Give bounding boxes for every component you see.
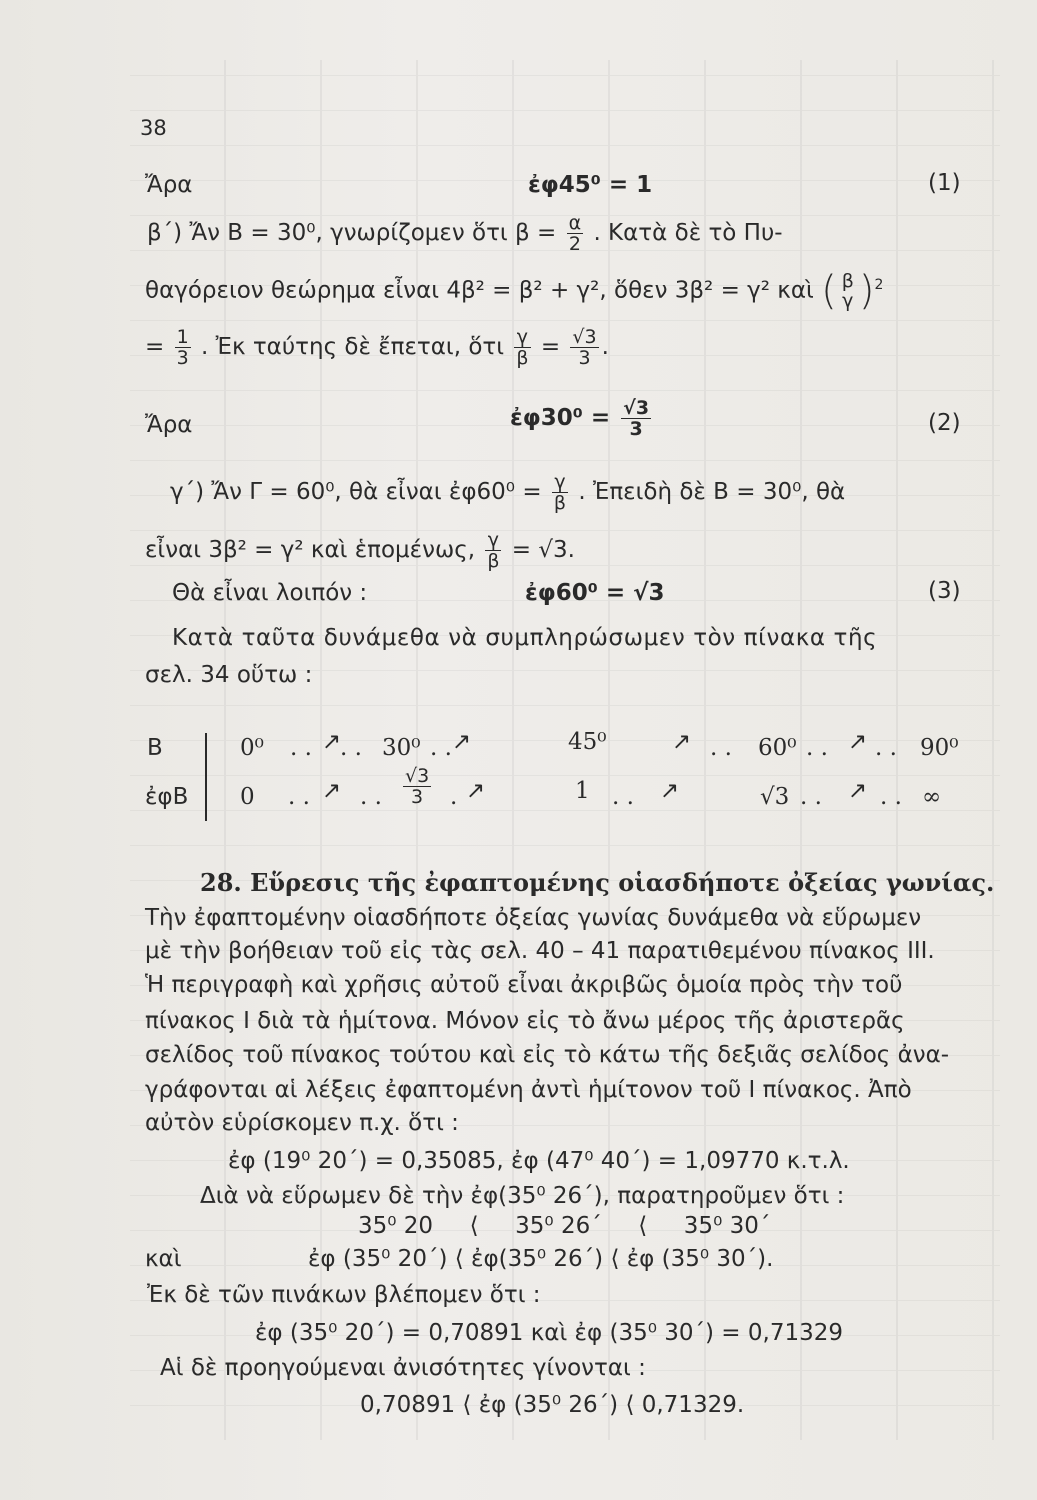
table-row2-dots4b: . . — [880, 784, 902, 810]
beta-line-2 — [145, 268, 884, 315]
body-line: Τὴν ἐφαπτομένην οἱασδήποτε ὀξείας γωνίας δυνάμεθα νὰ εὕρωμεν — [145, 905, 922, 931]
arrow-icon: ↗ — [848, 729, 868, 755]
table-row1-val0: 0⁰ — [240, 735, 264, 761]
eq1-lhs — [528, 170, 652, 200]
example-line-8: 0,70891 ⟨ ἐφ (35⁰ 26΄) ⟨ 0,71329. — [360, 1392, 745, 1418]
body-line: γράφονται αἱ λέξεις ἐφαπτομένη ἀντὶ ἡμίτονον τοῦ I πίνακος. Ἀπὸ — [145, 1077, 912, 1103]
table-row2-dots3: . . — [612, 784, 634, 810]
left-paren: ( — [821, 268, 837, 315]
example-line-4: ἐφ (35⁰ 20΄) ⟨ ἐφ(35⁰ 26΄) ⟨ ἐφ (35⁰ 30΄). — [308, 1246, 774, 1272]
one-third-numerator: 1 — [176, 326, 189, 348]
paren-exponent: 2 — [874, 277, 884, 293]
arrow-icon: ↗ — [848, 778, 868, 804]
gamma-text-c: εἶναι 3β² = γ² καὶ ἑπομένως, — [145, 537, 476, 563]
eq2-expr — [510, 398, 654, 439]
table-row2-val4: ∞ — [922, 784, 942, 810]
page-number: 38 — [140, 116, 167, 140]
eq3-prefix: Θὰ εἶναι λοιπόν : — [172, 580, 368, 606]
gamma-line-2 — [145, 530, 575, 571]
right-paren: ) — [858, 268, 875, 315]
example-line-3: 35⁰ 20 ⟨ 35⁰ 26΄ ⟨ 35⁰ 30΄ — [358, 1213, 771, 1239]
beta-d-eq: = — [145, 334, 165, 360]
gamma-text-b: . Ἐπειδὴ δὲ Β = 30⁰, θὰ — [578, 479, 846, 505]
table-row2-val2: 1 — [575, 778, 590, 804]
table-intro-line-1: Κατὰ ταῦτα δυνάμεθα νὰ συμπληρώσωμεν τὸν πίνακα τῆς — [172, 625, 878, 651]
r3-denominator: 3 — [578, 347, 591, 369]
beta-text-a: β΄) Ἄν Β = 30⁰, γνωρίζομεν ὅτι β = — [147, 220, 557, 246]
section-title: Εὕρεσις τῆς ἐφαπτομένης οἱασδήποτε ὀξείας γωνίας. — [250, 868, 995, 897]
table-divider — [205, 733, 207, 821]
arrow-icon: ↗ — [660, 778, 680, 804]
gamma-fraction — [552, 472, 568, 513]
table-row2-dots2: . — [450, 784, 458, 810]
table-intro-line-2: σελ. 34 οὕτω : — [145, 662, 313, 688]
gob-denominator: β — [516, 347, 529, 369]
beta-text-c: θαγόρειον θεώρημα εἶναι 4β² = β² + γ², ὅθεν 3β² = γ² καὶ — [145, 277, 814, 304]
gob-numerator: γ — [514, 327, 530, 348]
table-row1-val2: 45⁰ — [568, 729, 607, 755]
beta-line-3 — [145, 327, 609, 368]
eq2-denominator: 3 — [629, 418, 643, 440]
gamma-c-end: = √3. — [511, 537, 575, 563]
gamma-c-denominator: β — [487, 550, 500, 572]
example-kai: καὶ — [145, 1246, 182, 1272]
root3-over-3-fraction — [570, 327, 598, 368]
eq2-numerator: √3 — [623, 397, 650, 419]
beta-d-end: . — [601, 334, 609, 360]
eq1-lhs-text: ἐφ45⁰ — [528, 172, 601, 198]
beta-d-eq2: = — [540, 334, 561, 360]
arrow-icon: ↗ — [452, 729, 472, 755]
table-row1-val4: 90⁰ — [920, 735, 959, 761]
beta-fraction — [567, 213, 584, 254]
body-line: πίνακος I διὰ τὰ ἡμίτονα. Μόνον εἰς τὸ ἄνω μέρος τῆς ἀριστερᾶς — [145, 1008, 905, 1034]
body-line: αὐτὸν εὑρίσκομεν π.χ. ὅτι : — [145, 1110, 459, 1136]
eq2-prefix: Ἄρα — [145, 412, 193, 438]
beta-text-b: . Κατὰ δὲ τὸ Πυ- — [593, 220, 783, 246]
beta-line-1 — [147, 213, 783, 254]
table-row2-dots4: . . — [800, 784, 822, 810]
table-row1-dots1b: . . — [340, 735, 362, 761]
paren-numerator: β — [841, 270, 854, 293]
eq2-fraction — [621, 398, 651, 439]
table-row2-val0: 0 — [240, 784, 255, 810]
beta-d-text: . Ἐκ ταύτης δὲ ἔπεται, ὅτι — [201, 334, 505, 360]
section-heading — [200, 868, 994, 898]
example-line-1: ἐφ (19⁰ 20΄) = 0,35085, ἐφ (47⁰ 40΄) = 1,09770 κ.τ.λ. — [228, 1148, 850, 1174]
beta-fraction-denominator: 2 — [568, 233, 581, 255]
eq1-number: (1) — [928, 170, 961, 196]
beta-fraction-numerator: α — [568, 212, 582, 234]
beta-paren-fraction — [840, 271, 856, 311]
table-row1-dots4: . . — [806, 735, 828, 761]
section-number: 28. — [200, 868, 242, 897]
body-line: σελίδος τοῦ πίνακος τούτου καὶ εἰς τὸ κάτω τῆς δεξιᾶς σελίδος ἀνα- — [145, 1042, 950, 1068]
arrow-icon: ↗ — [322, 778, 342, 804]
table-row1-dots1: . . — [290, 735, 312, 761]
table-row2-val1 — [400, 766, 434, 807]
table-row2-dots1b: . . — [360, 784, 382, 810]
table-row1-dots2: . . — [430, 735, 452, 761]
example-line-5: Ἐκ δὲ τῶν πινάκων βλέπομεν ὅτι : — [147, 1282, 541, 1308]
body-line: μὲ τὴν βοήθειαν τοῦ εἰς τὰς σελ. 40 – 41 παρατιθεμένου πίνακος III. — [145, 938, 935, 964]
body-line: Ἡ περιγραφὴ καὶ χρῆσις αὐτοῦ εἶναι ἀκριβῶς ὁμοία πρὸς τὴν τοῦ — [145, 972, 903, 998]
paren-denominator: γ — [842, 290, 854, 313]
table-row1-val1: 30⁰ — [382, 735, 421, 761]
eq3-number: (3) — [928, 578, 961, 604]
gamma-c-numerator: γ — [485, 530, 501, 551]
example-line-6: ἐφ (35⁰ 20΄) = 0,70891 καὶ ἐφ (35⁰ 30΄) = 0,71329 — [255, 1320, 843, 1346]
table-fr-denominator: 3 — [411, 786, 424, 808]
eq2-number: (2) — [928, 410, 961, 436]
one-third-fraction — [175, 327, 191, 368]
eq2-lhs: ἐφ30⁰ = — [510, 405, 611, 431]
r3-numerator: √3 — [572, 326, 597, 348]
table-row1-label: Β — [147, 735, 163, 761]
table-row1-dots3: . . — [710, 735, 732, 761]
eq1-rhs-text: = 1 — [608, 172, 653, 198]
example-line-7: Αἱ δὲ προηγούμεναι ἀνισότητες γίνονται : — [160, 1355, 646, 1381]
table-row2-val3: √3 — [760, 784, 790, 810]
table-row2-label: ἐφΒ — [145, 784, 189, 810]
table-row1-val3: 60⁰ — [758, 735, 797, 761]
table-row1-dots4b: . . — [875, 735, 897, 761]
gamma-fraction-denominator: β — [553, 492, 567, 514]
arrow-icon: ↗ — [672, 729, 692, 755]
arrow-icon: ↗ — [322, 729, 342, 755]
gamma-line-1 — [170, 472, 845, 513]
eq1-prefix: Ἄρα — [145, 172, 193, 198]
gamma-over-beta-fraction — [514, 327, 530, 368]
table-fr-numerator: √3 — [405, 765, 430, 787]
example-line-2: Διὰ νὰ εὕρωμεν δὲ τὴν ἐφ(35⁰ 26΄), παρατηροῦμεν ὅτι : — [200, 1183, 845, 1209]
table-row2-dots1: . . — [288, 784, 310, 810]
eq3-expr: ἐφ60⁰ = √3 — [525, 580, 665, 606]
table-root3-fraction — [403, 766, 431, 807]
gamma-fraction-numerator: γ — [552, 472, 568, 493]
gamma-text-a: γ΄) Ἄν Γ = 60⁰, θὰ εἶναι ἐφ60⁰ = — [170, 479, 542, 505]
arrow-icon: ↗ — [466, 778, 486, 804]
one-third-denominator: 3 — [176, 347, 189, 369]
gamma-c-fraction — [485, 530, 501, 571]
